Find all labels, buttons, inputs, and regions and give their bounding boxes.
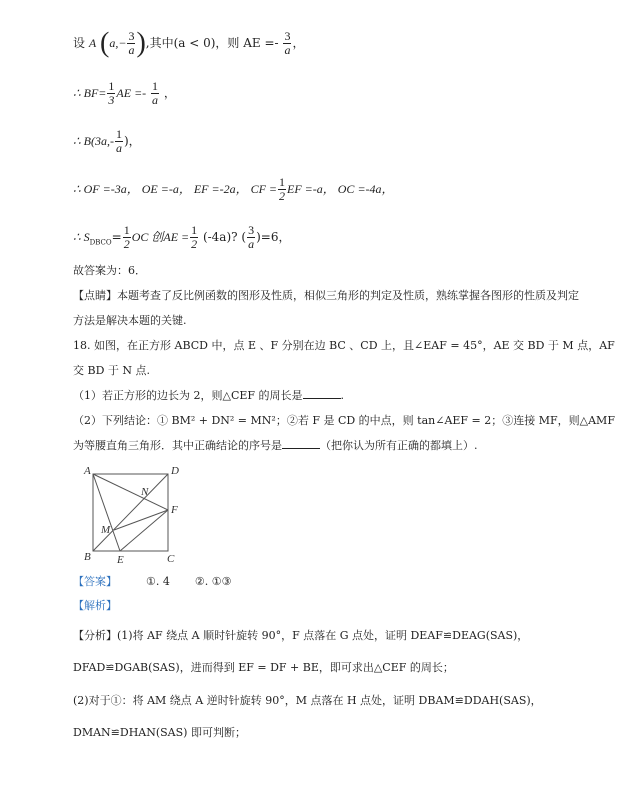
solution-line-4 (73, 176, 394, 203)
solution-line-3 (73, 128, 141, 155)
fraction: $\frac{1}{2}$ (123, 223, 130, 251)
solution-line-2 (73, 80, 176, 107)
fraction: $\frac{1}{a}$ (152, 79, 158, 107)
fraction: $\frac{1}{3}$ (108, 79, 115, 107)
question-part-1 (73, 388, 344, 404)
fraction: $\frac{3}{a}$ (128, 29, 135, 57)
answer-item-1: ①. 4 (146, 575, 170, 588)
answer-item-2: ②. ①③ (194, 575, 232, 588)
label-m: M (101, 524, 111, 536)
geometry-diagram (70, 458, 200, 578)
text: ∴ OF =-3a， OE =-a， EF =-2a， CF = (73, 182, 278, 196)
point-label: A (88, 36, 97, 50)
fenxi-label: 【分析】 (73, 629, 117, 642)
text: = (111, 230, 122, 244)
fraction: $\frac{3}{a}$ (248, 223, 255, 251)
label-d: D (171, 465, 179, 477)
text: ∴ BF= (73, 86, 107, 100)
comment-line-1 (73, 288, 579, 304)
answer-blank (303, 388, 341, 399)
comment-label: 【点睛】 (73, 289, 117, 302)
fraction: $\frac{3}{a}$ (284, 29, 291, 57)
solution-line-5 (73, 224, 290, 251)
text: )， (123, 134, 141, 148)
text: 为等腰直角三角形．其中正确结论的序号是 (73, 439, 282, 452)
text: ， (292, 36, 305, 50)
subscript: DBCO (89, 238, 112, 247)
line-mf (114, 510, 168, 530)
text: （把你认为所有正确的都填上）. (320, 439, 478, 452)
fraction: $\frac{1}{2}$ (279, 175, 286, 203)
label-n: N (141, 486, 149, 498)
fraction: $\frac{1}{a}$ (115, 127, 122, 155)
coord: a,− (109, 36, 127, 50)
text: . (340, 389, 345, 402)
comment-line-2: 方法是解决本题的关键. (73, 314, 187, 327)
question-part-2: （2）下列结论：① BM² + DN² = MN²；②若 F 是 CD 的中点，则 tan∠AEF = 2；③连接 MF，则△AMF (73, 414, 615, 427)
question-number: 18. (73, 339, 91, 352)
text: ,其中(a < 0)，则 AE =- (145, 36, 279, 50)
text: ∴ B(3a,- (73, 134, 114, 148)
text: )=6， (256, 230, 291, 244)
text: （1）若正方形的边长为 2，则△CEF 的周长是 (73, 389, 303, 402)
label-a: A (84, 465, 91, 477)
analysis-line-1 (73, 628, 528, 644)
fraction: $\frac{1}{2}$ (191, 223, 198, 251)
label-c: C (167, 553, 175, 565)
answer-blank (282, 438, 320, 449)
answer-line (73, 574, 231, 590)
question-part-2-line-2 (73, 438, 478, 454)
question-line-1 (73, 338, 615, 354)
text: (1)将 AF 绕点 A 顺时针旋转 90°，F 点落在 G 点处，证明 DEAF≌DEAG(SAS)， (117, 629, 529, 642)
text: 本题考查了反比例函数的图形及性质，相似三角形的判定及性质，熟练掌握各图形的性质及判定 (117, 289, 579, 302)
text: 如图，在正方形 ABCD 中，点 E 、F 分别在边 BC 、CD 上，且∠EAF = 45°，AE 交 BD 于 M 点，AF (94, 339, 615, 352)
text: 设 (73, 36, 86, 50)
answer-label: 【答案】 (73, 575, 117, 588)
label-e: E (117, 554, 124, 566)
analysis-line-2: DFAD≌DGAB(SAS)，进而得到 EF = DF + BE，即可求出△CEF 的周长； (73, 661, 454, 674)
label-b: B (84, 551, 91, 563)
label-f: F (171, 504, 178, 516)
diagonal-bd (93, 474, 168, 551)
text: EF =-a， OC =-4a， (287, 182, 394, 196)
analysis-label: 【解析】 (73, 599, 117, 612)
paren: ( (100, 27, 110, 59)
text: (-4a)? ( (199, 230, 247, 244)
text: ， (160, 86, 176, 100)
text: AE =- (116, 86, 147, 100)
analysis-line-3: (2)对于①：将 AM 绕点 A 逆时针旋转 90°，M 点落在 H 点处，证明 DBAM≌DDAH(SAS)， (73, 694, 542, 707)
paren: ) (136, 27, 146, 59)
question-line-2: 交 BD 于 N 点. (73, 364, 151, 377)
text: ∴ S (73, 230, 90, 244)
answer-statement: 故答案为：6． (73, 264, 146, 277)
text: OC 创AE = (131, 230, 190, 244)
solution-line-1 (73, 27, 305, 59)
analysis-line-4: DMAN≌DHAN(SAS) 即可判断； (73, 726, 246, 739)
